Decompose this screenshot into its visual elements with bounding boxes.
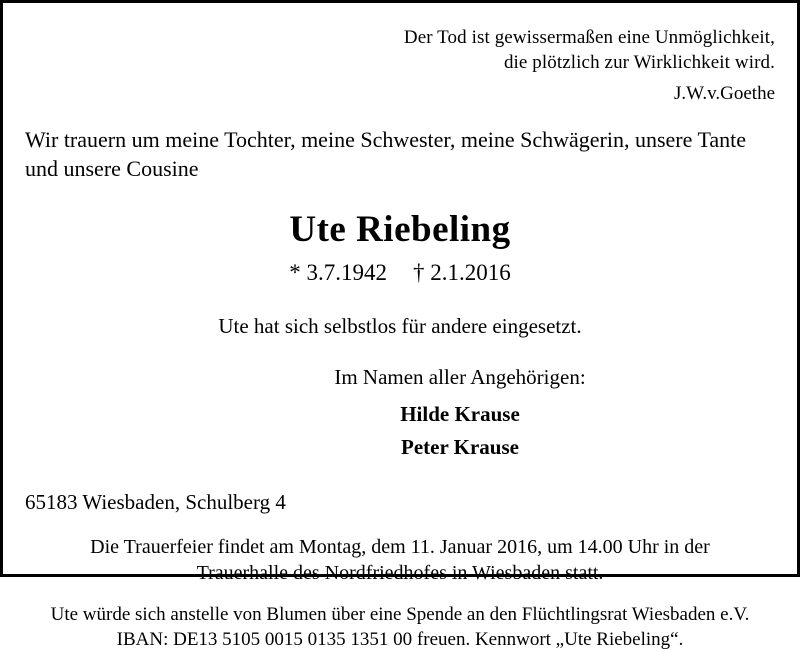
family-heading: Im Namen aller Angehörigen: [334,365,586,389]
ceremony-line-1: Die Trauerfeier findet am Montag, dem 11. Januar 2016, um 14.00 Uhr in der [90,536,710,558]
deceased-name: Ute Riebeling [289,209,511,250]
intro-line-1: Wir trauern um meine Tochter, meine Schwester, meine Schwägerin, unsere Tante [25,127,747,152]
birth-date: * 3.7.1942 [289,260,387,285]
deceased-dates [25,259,775,287]
donation-line-2: IBAN: DE13 5105 0015 0135 1351 00 freuen. Kennwort „Ute Riebeling“. [116,629,684,650]
death-date: † 2.1.2016 [413,260,511,285]
quote-block [25,25,775,107]
donation-info [25,602,775,652]
quote-author: J.W.v.Goethe [674,83,775,104]
ceremony-info [25,534,775,586]
address-text: 65183 Wiesbaden, Schulberg 4 [25,490,286,514]
intro-text [25,125,775,183]
tribute-text: Ute hat sich selbstlos für andere eingesetzt. [218,314,582,338]
donation-line-1: Ute würde sich anstelle von Blumen über eine Spende an den Flüchtlingsrat Wiesbaden e.V. [50,604,750,625]
family-name-1: Hilde Krause [400,402,520,426]
quote-line-1: Der Tod ist gewissermaßen eine Unmöglichkeit, [403,27,775,48]
family-name-2: Peter Krause [401,435,519,459]
family-block [25,364,775,463]
ceremony-line-2: Trauerhalle des Nordfriedhofes in Wiesbaden statt. [196,562,604,584]
quote-line-2: die plötzlich zur Wirklichkeit wird. [503,52,775,73]
intro-line-2: und unsere Cousine [25,156,199,181]
